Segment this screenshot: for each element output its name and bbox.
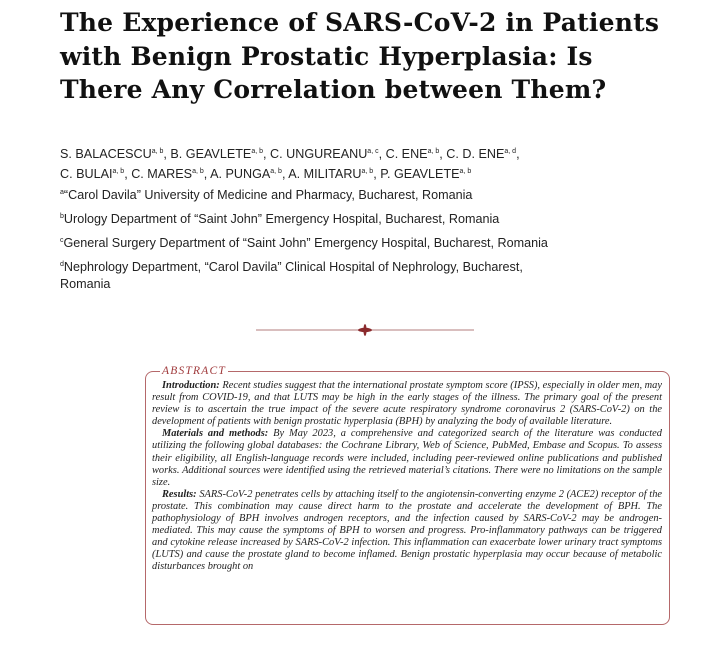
abstract-box	[145, 371, 670, 625]
ornament-divider	[256, 319, 474, 341]
author: C. ENE$^{a, b}$,	[385, 147, 447, 161]
author: A. MILITARU$^{a, b}$,	[288, 167, 381, 181]
abstract-body	[152, 380, 662, 574]
author-list	[60, 143, 620, 183]
author: C. D. ENE$^{a, d}$,	[446, 147, 520, 161]
author: C. UNGUREANU$^{a, c}$,	[270, 147, 386, 161]
author: C. BULAI$^{a, b}$,	[60, 167, 132, 181]
abstract-label: ABSTRACT	[162, 365, 226, 377]
affiliation-d: $^d$Nephrology Department, “Carol Davila” Clinical Hospital of Nephrology, Bucharest, Romania	[60, 260, 523, 291]
affiliation-c: $^c$General Surgery Department of “Saint John” Emergency Hospital, Bucharest, Romania	[60, 236, 548, 250]
affiliation-a: $^a$“Carol Davila” University of Medicine and Pharmacy, Bucharest, Romania	[60, 188, 473, 202]
abstract-methods: Materials and methods: By May 2023, a comprehensive and categorized search of the literature was conducted utilizing the following global databases: the Cochrane Library, Web of Science, PubMed, Embase and Scopus. To assess their eligibility, all English-language records were included, including peer-reviewed online publications and published works. Additional sources were identified using the retrieved material’s citations. There were no limitations on the sample size.	[152, 428, 662, 488]
article-title: The Experience of SARS-CoV-2 in Patients with Benign Prostatic Hyperplasia: Is There Any Correlation between Them?	[60, 8, 660, 104]
fleuron-icon	[358, 324, 372, 336]
author: S. BALACESCU$^{a, b}$,	[60, 147, 171, 161]
author: C. MARES$^{a, b}$,	[131, 167, 211, 181]
abstract-introduction: Introduction: Recent studies suggest that the international prostate symptom score (IPSS), especially in older men, may result from COVID-19, and that LUTS may be high in the early stages of the illness. The primary goal of the present review is to ascertain the true impact of the severe acute respiratory syndrome coronavirus 2 (SARS-CoV-2) on the development of patients with benign prostatic hyperplasia (BPH) by analyzing the body of available literature.	[152, 380, 662, 428]
author: P. GEAVLETE$^{a, b}$	[380, 167, 472, 181]
author: B. GEAVLETE$^{a, b}$,	[170, 147, 271, 161]
author: A. PUNGA$^{a, b}$,	[210, 167, 289, 181]
affiliation-b: $^b$Urology Department of “Saint John” Emergency Hospital, Bucharest, Romania	[60, 212, 500, 226]
abstract-results: Results: SARS-CoV-2 penetrates cells by attaching itself to the angiotensin-converting enzyme 2 (ACE2) receptor of the prostate. This combination may cause direct harm to the prostate and accelerate the development of BPH. The pathophysiology of BPH involves androgen receptors, and the infection caused by SARS-CoV-2 may be androgen-mediated. This may cause the symptoms of BPH to worsen and progress. Pro-inflammatory pathways can be triggered and cytokine release increased by SARS-CoV-2 infection. This inflammation can exacerbate lower urinary tract symptoms (LUTS) and cause the prostate gland to become inflamed. Benign prostatic hyperplasia may occur because of metabolic disturbances brought on	[152, 488, 662, 573]
